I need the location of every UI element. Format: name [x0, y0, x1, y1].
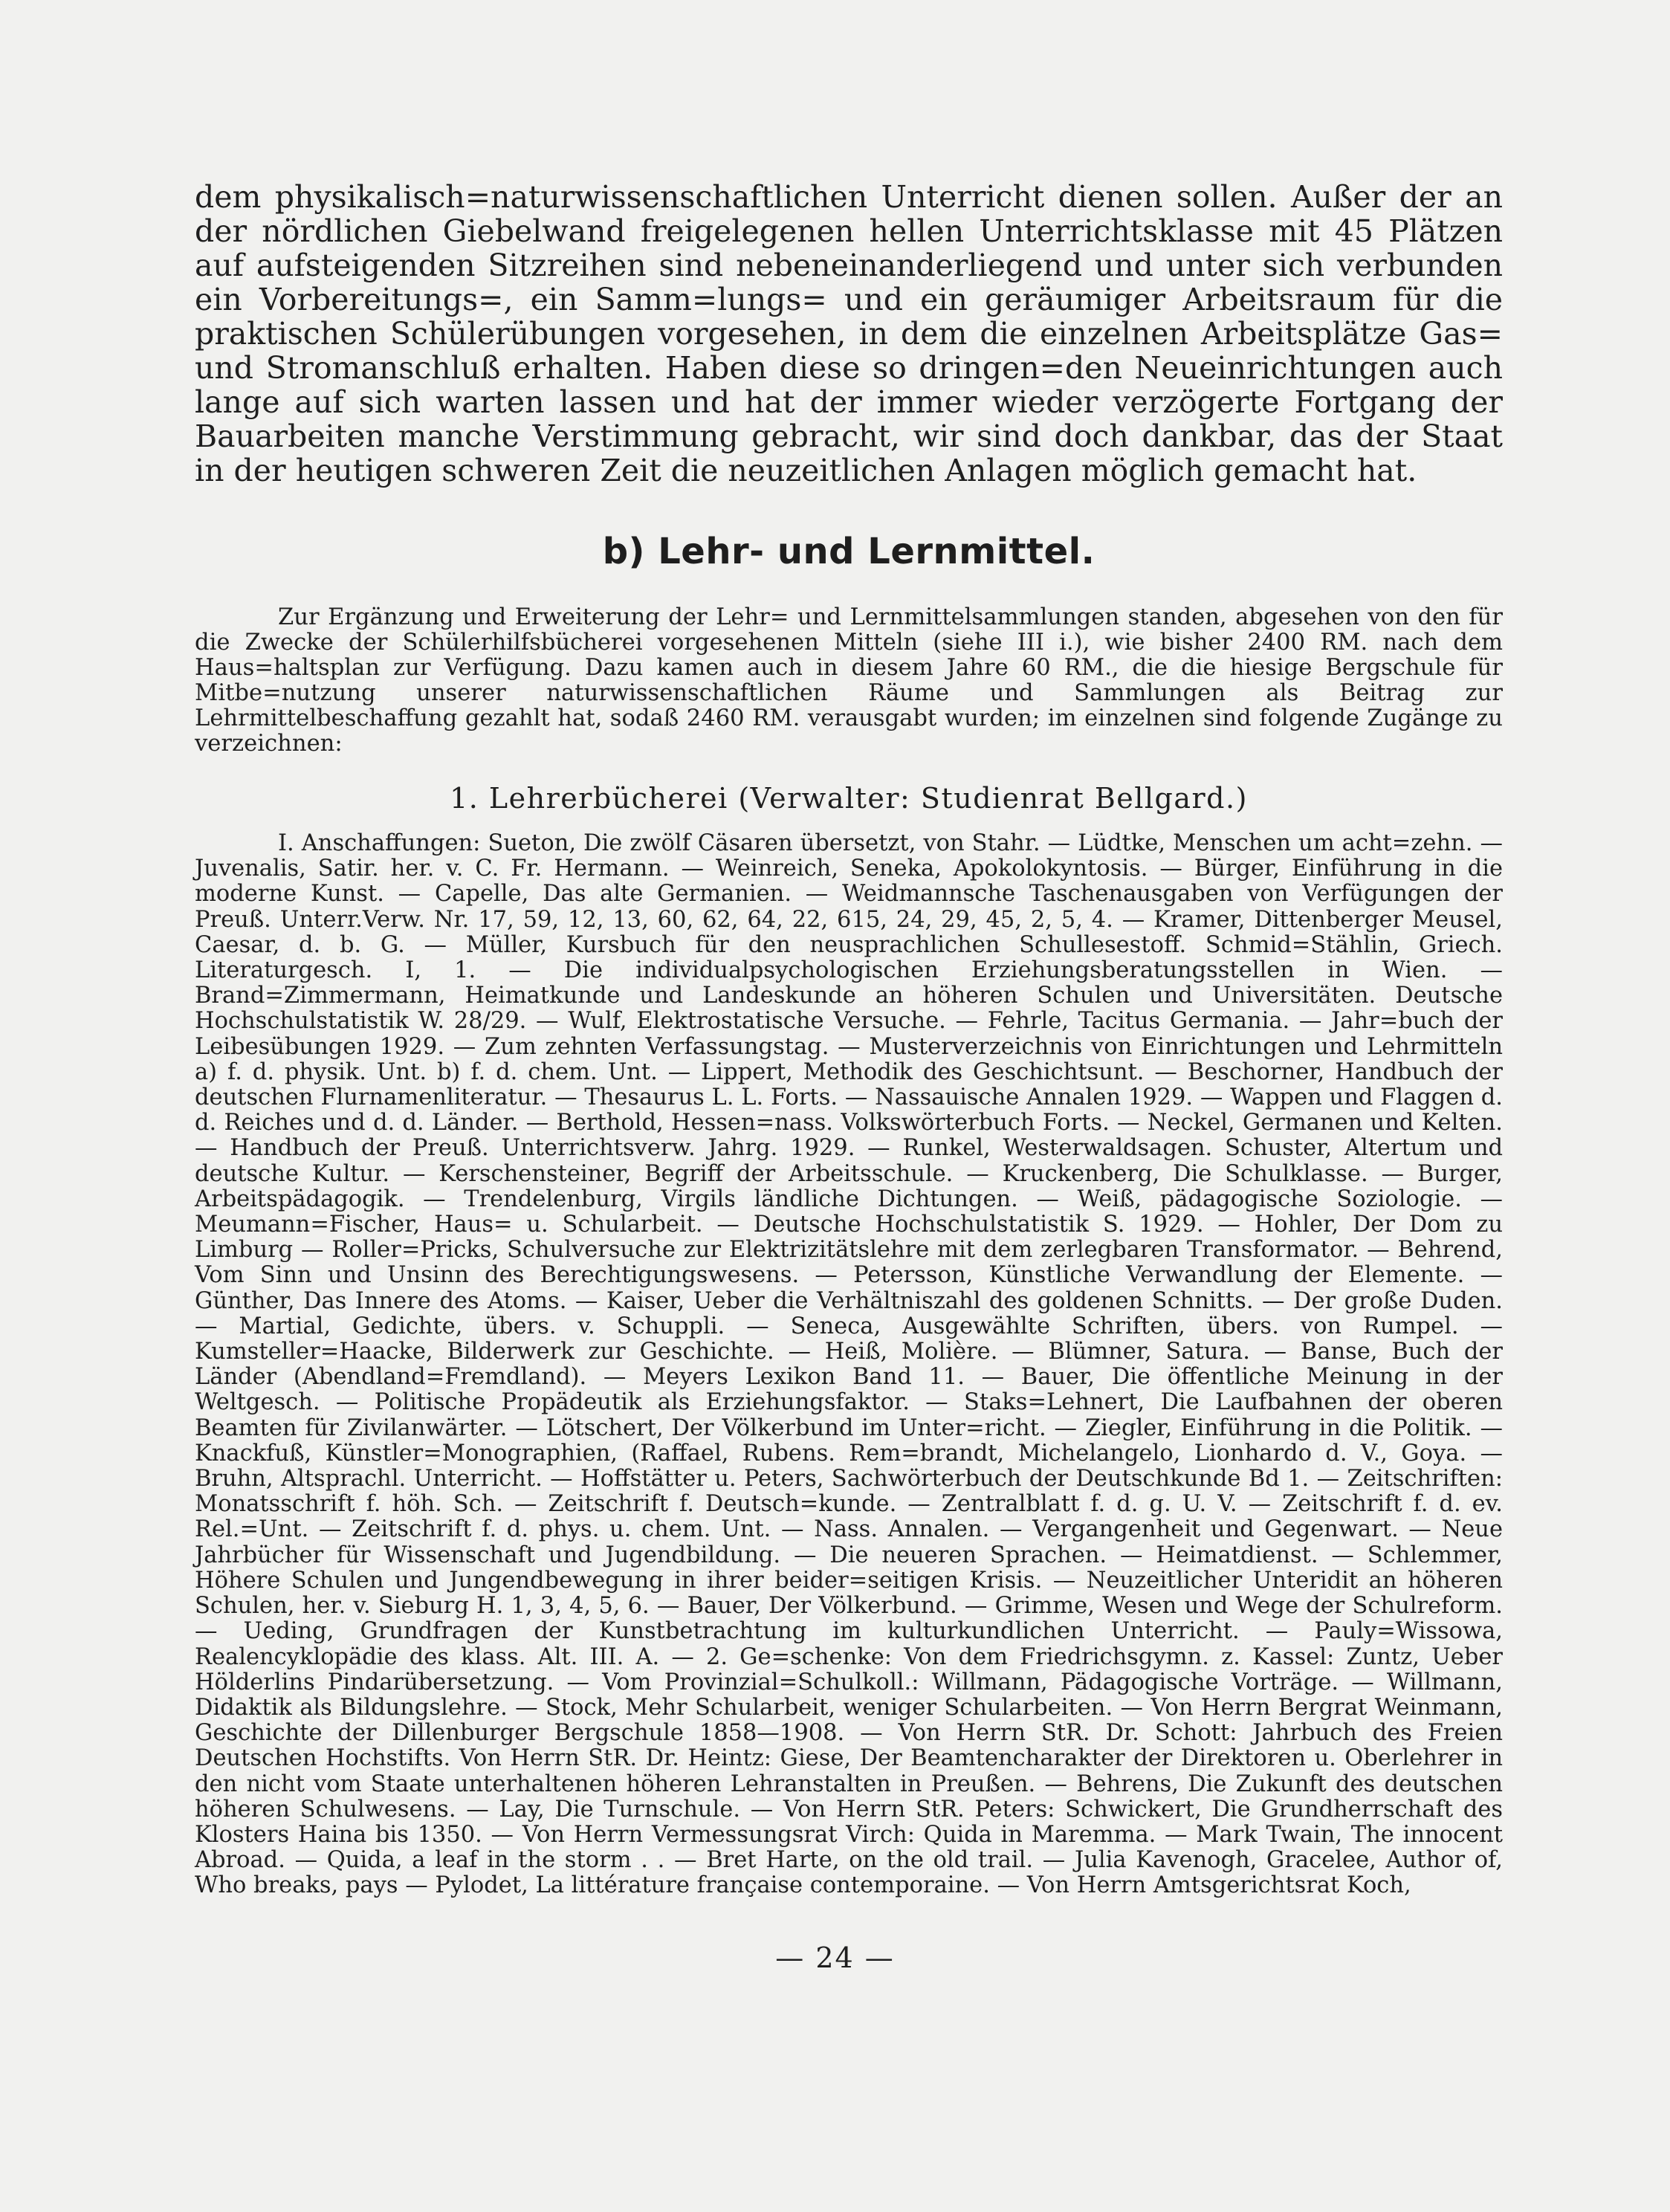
section-intro: Zur Ergänzung und Erweiterung der Lehr= und Lernmittelsammlungen standen, abgesehen von den für die Zwecke der Schülerhilfsbücherei vorgesehenen Mitteln (siehe III i.), wie bisher 2400 RM. nach dem Haus=haltsplan zur Verfügung. Dazu kamen auch in diesem Jahre 60 RM., die die hiesige Bergschule für Mitbe=nutzung unserer naturwissenschaftlichen Räume und Sammlungen als Beitrag zur Lehrmittelbeschaffung gezahlt hat, sodaß 2460 RM. verausgabt wurden; im einzelnen sind folgende Zugänge zu verzeichnen: — [195, 604, 1503, 757]
section-heading: b) Lehr- und Lernmittel. — [602, 531, 1095, 572]
subsection-heading: 1. Lehrerbücherei (Verwalter: Studienrat Bellgard.) — [450, 782, 1248, 815]
document-page — [195, 180, 1503, 1899]
acquisitions-text: I. Anschaffungen: Sueton, Die zwölf Cäsaren übersetzt, von Stahr. — Lüdtke, Menschen um acht=zehn. — Juvenalis, Satir. her. v. C. Fr. Hermann. — Weinreich, Seneka, Apokolokyntosis. — Bürger, Einführung in die moderne Kunst. — Capelle, Das alte Germanien. — Weidmannsche Taschenausgaben von Verfügungen der Preuß. Unterr.Verw. Nr. 17, 59, 12, 13, 60, 62, 64, 22, 615, 24, 29, 45, 2, 5, 4. — Kramer, Dittenberger Meusel, Caesar, d. b. G. — Müller, Kursbuch für den neusprachlichen Schullesestoff. Schmid=Stählin, Griech. Literaturgesch. I, 1. — Die individualpsychologischen Erziehungsberatungsstellen in Wien. — Brand=Zimmermann, Heimatkunde und Landeskunde an höheren Schulen und Universitäten. Deutsche Hochschulstatistik W. 28/29. — Wulf, Elektrostatische Versuche. — Fehrle, Tacitus Germania. — Jahr=buch der Leibesübungen 1929. — Zum zehnten Verfassungstag. — Musterverzeichnis von Einrichtungen und Lehrmitteln a) f. d. physik. Unt. b) f. d. chem. Unt. — Lippert, Methodik des Geschichtsunt. — Beschorner, Handbuch der deutschen Flurnamenliteratur. — Thesaurus L. L. Forts. — Nassauische Annalen 1929. — Wappen und Flaggen d. d. Reiches und d. d. Länder. — Berthold, Hessen=nass. Volkswörterbuch Forts. — Neckel, Germanen und Kelten. — Handbuch der Preuß. Unterrichtsverw. Jahrg. 1929. — Runkel, Westerwaldsagen. Schuster, Altertum und deutsche Kultur. — Kerschensteiner, Begriff der Arbeitsschule. — Kruckenberg, Die Schulklasse. — Burger, Arbeitspädagogik. — Trendelenburg, Virgils ländliche Dichtungen. — Weiß, pädagogische Soziologie. — Meumann=Fischer, Haus= u. Schularbeit. — Deutsche Hochschulstatistik S. 1929. — Hohler, Der Dom zu Limburg — Roller=Pricks, Schulversuche zur Elektrizitätslehre mit dem zerlegbaren Transformator. — Behrend, Vom Sinn und Unsinn des Berechtigungswesens. — Petersson, Künstliche Verwandlung der Elemente. — Günther, Das Innere des Atoms. — Kaiser, Ueber die Verhältniszahl des goldenen Schnitts. — Der große Duden. — Martial, Gedichte, übers. v. Schuppli. — Seneca, Ausgewählte Schriften, übers. von Rumpel. — Kumsteller=Haacke, Bilderwerk zur Geschichte. — Heiß, Molière. — Blümner, Satura. — Banse, Buch der Länder (Abendland=Fremdland). — Meyers Lexikon Band 11. — Bauer, Die öffentliche Meinung in der Weltgesch. — Politische Propädeutik als Erziehungsfaktor. — Staks=Lehnert, Die Laufbahnen der oberen Beamten für Zivilanwärter. — Lötschert, Der Völkerbund im Unter=richt. — Ziegler, Einführung in die Politik. — Knackfuß, Künstler=Monographien, (Raffael, Rubens. Rem=brandt, Michelangelo, Lionhardo d. V., Goya. — Bruhn, Altsprachl. Unterricht. — Hoffstätter u. Peters, Sachwörterbuch der Deutschkunde Bd 1. — Zeitschriften: Monatsschrift f. höh. Sch. — Zeitschrift f. Deutsch=kunde. — Zentralblatt f. d. g. U. V. — Zeitschrift f. d. ev. Rel.=Unt. — Zeitschrift f. d. phys. u. chem. Unt. — Nass. Annalen. — Vergangenheit und Gegenwart. — Neue Jahrbücher für Wissenschaft und Jugendbildung. — Die neueren Sprachen. — Heimatdienst. — Schlemmer, Höhere Schulen und Jungendbewegung in ihrer beider=seitigen Krisis. — Neuzeitlicher Unteridit an höheren Schulen, her. v. Sieburg H. 1, 3, 4, 5, 6. — Bauer, Der Völkerbund. — Grimme, Wesen und Wege der Schulreform. — Ueding, Grundfragen der Kunstbetrachtung im kulturkundlichen Unterricht. — Pauly=Wissowa, Realencyklopädie des klass. Alt. III. A. — 2. Ge=schenke: Von dem Friedrichsgymn. z. Kassel: Zuntz, Ueber Hölderlins Pindarübersetzung. — Vom Provinzial=Schulkoll.: Willmann, Pädagogische Vorträge. — Willmann, Didaktik als Bildungslehre. — Stock, Mehr Schularbeit, weniger Schularbeiten. — Von Herrn Bergrat Weinmann, Geschichte der Dillenburger Bergschule 1858—1908. — Von Herrn StR. Dr. Schott: Jahrbuch des Freien Deutschen Hochstifts. Von Herrn StR. Dr. Heintz: Giese, Der Beamtencharakter der Direktoren u. Oberlehrer in den nicht vom Staate unterhaltenen höheren Lehranstalten in Preußen. — Behrens, Die Zukunft des deutschen höheren Schulwesens. — Lay, Die Turnschule. — Von Herrn StR. Peters: Schwickert, Die Grundherrschaft des Klosters Haina bis 1350. — Von Herrn Vermessungsrat Virch: Quida in Maremma. — Mark Twain, The innocent Abroad. — Quida, a leaf in the storm . . — Bret Harte, on the old trail. — Julia Kavenogh, Gracelee, Author of, Who breaks, pays — Pylodet, La littérature française contemporaine. — Von Herrn Amtsgerichtsrat Koch, — [195, 830, 1503, 1899]
page-number: — 24 — — [775, 1941, 895, 1974]
acquisitions-list — [195, 831, 1503, 1899]
intro-text: dem physikalisch=naturwissenschaftlichen Unterricht dienen sollen. Außer der an der nördlichen Giebelwand freigelegenen hellen Unterrichtsklasse mit 45 Plätzen auf aufsteigenden Sitzreihen sind nebeneinanderliegend und unter sich verbunden ein Vorbereitungs=, ein Samm=lungs= und ein geräumiger Arbeitsraum für die praktischen Schülerübungen vorgesehen, in dem die einzelnen Arbeitsplätze Gas= und Stromanschluß erhalten. Haben diese so dringen=den Neueinrichtungen auch lange auf sich warten lassen und hat der immer wieder verzögerte Fortgang der Bauarbeiten manche Verstimmung gebracht, wir sind doch dankbar, das der Staat in der heutigen schweren Zeit die neuzeitlichen Anlagen möglich gemacht hat. — [195, 179, 1503, 488]
intro-paragraph — [195, 180, 1503, 488]
